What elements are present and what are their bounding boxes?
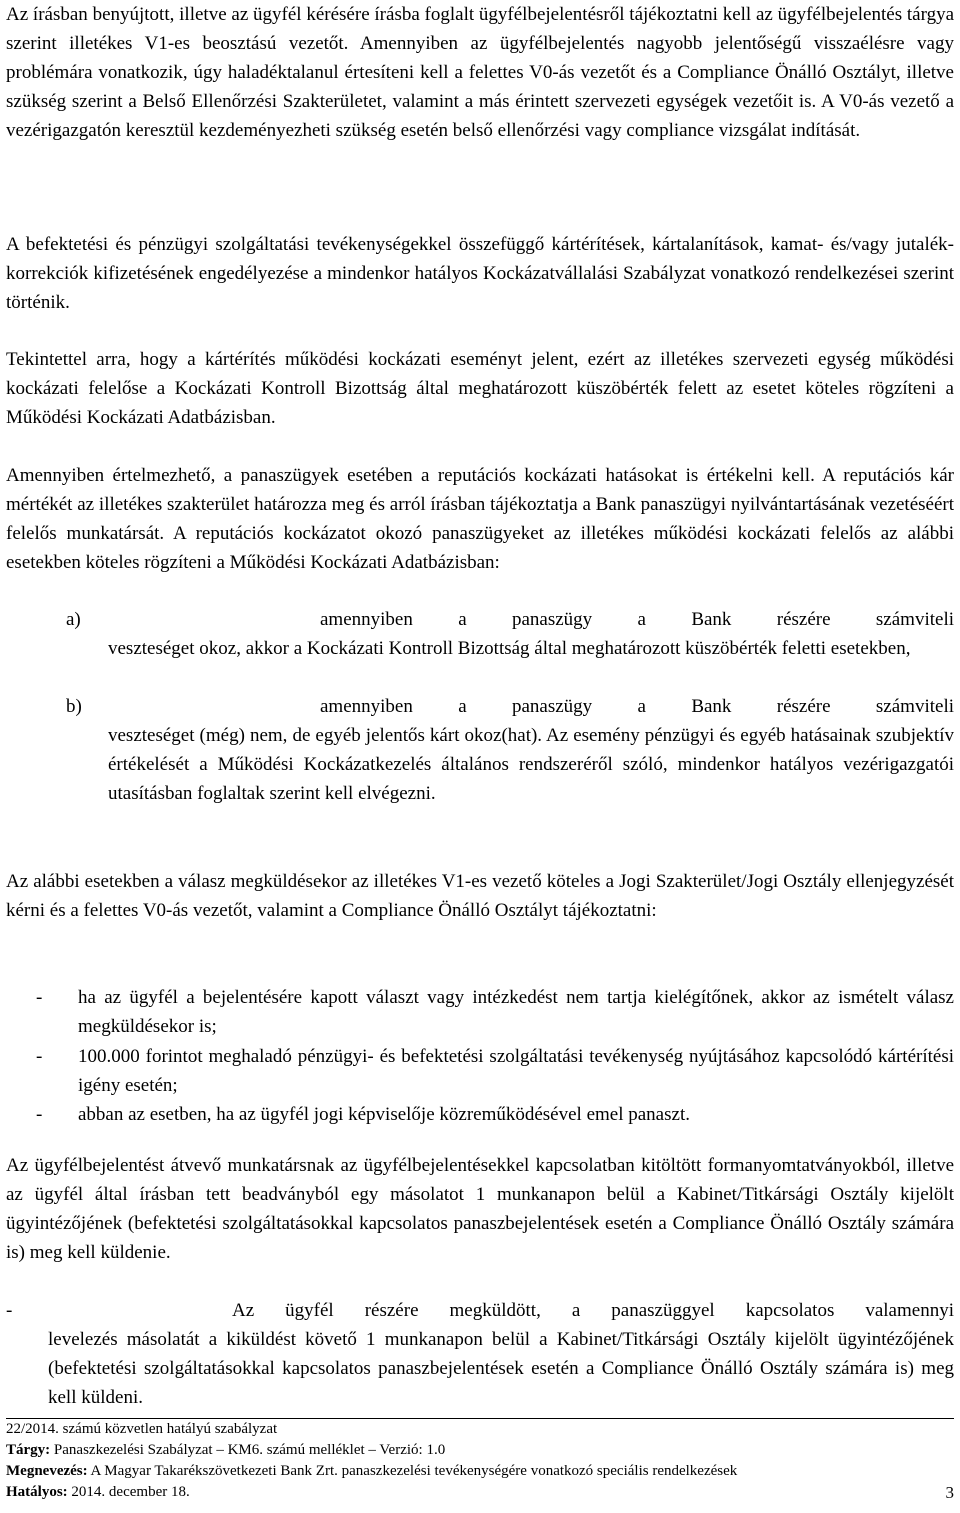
paragraph-operational-risk: Tekintettel arra, hogy a kártérítés működési kockázati eseményt jelent, ezért az illetékes szervezeti egység működési kockázati felelőse a Kockázati Kontroll Bizottság által meghatározott küszöbérték felett az esetet köteles rögzíteni a Működési Kockázati Adatbázisban. <box>6 349 954 428</box>
dash-item-first-line: Az ügyfél részére megküldött, a panaszüggyel kapcsolatos valamennyi <box>232 1300 954 1321</box>
dash-item-2 <box>36 1042 954 1102</box>
footer-effective-value: 2014. december 18. <box>67 1484 190 1500</box>
footer-effective-date <box>6 1482 954 1503</box>
dash-item-4 <box>6 1296 954 1416</box>
footer-title <box>6 1461 954 1482</box>
list-item-first-line: amennyiben a panaszügy a Bank részére számviteli <box>320 696 954 717</box>
dash-marker: - <box>36 987 43 1008</box>
footer-effective-label: Hatályos: <box>6 1484 68 1500</box>
list-item-text: veszteséget okoz, akkor a Kockázati Kontroll Bizottság által meghatározott küszöbérték feletti esetekben, <box>108 638 911 659</box>
paragraph-legal-countersign: Az alábbi esetekben a válasz megküldésekor az illetékes V1-es vezető köteles a Jogi Szakterület/Jogi Osztály ellenjegyzését kérni és a felettes V0-ás vezetőt, valamint a Compliance Önálló Osztályt tájékoztatni: <box>6 871 954 921</box>
paragraph-compensation: A befektetési és pénzügyi szolgáltatási tevékenységekkel összefüggő kártérítések, kártalanítások, kamat- és/vagy jutalék-korrekciók kifizetésének engedélyezése a mindenkor hatályos Kockázatvállalási Szabályzat vonatkozó rendelkezései szerint történik. <box>6 234 954 313</box>
footer-title-label: Megnevezés: <box>6 1463 88 1479</box>
list-marker: a) <box>66 609 81 630</box>
list-item-b <box>66 692 954 842</box>
dash-item-text: 100.000 forintot meghaladó pénzügyi- és befektetési szolgáltatási tevékenység nyújtásához kapcsolódó kártérítési igény esetén; <box>78 1046 954 1096</box>
paragraph-notification: Az írásban benyújtott, illetve az ügyfél kérésére írásba foglalt ügyfélbejelentésről tájékoztatni kell az ügyfélbejelentés tárgya szerint illetékes V1-es beosztású vezetőt. Amennyiben az ügyfélbejelentés nagyobb jelentőségű visszaélésre vagy problémára vonatkozik, úgy haladéktalanul értesíteni kell a felettes V0-ás vezetőt és a Compliance Önálló Osztályt, illetve szükség szerint a Belső Ellenőrzési Szakterületet, valamint a más érintett szervezeti egységek vezetőit is. A V0-ás vezető a vezérigazgatón keresztül kezdeményezheti szükség esetén belső ellenőrzési vagy compliance vizsgálat indítását. <box>6 4 954 141</box>
dash-item-text: levelezés másolatát a kiküldést követő 1 munkanapon belül a Kabinet/Titkársági Osztály kijelölt ügyintézőjének (befektetési szolgáltatásokkal kapcsolatos panaszbejelentések esetén a Compliance Önálló Osztály számára is) meg kell küldeni. <box>48 1329 954 1408</box>
list-item-first-line: amennyiben a panaszügy a Bank részére számviteli <box>320 609 954 630</box>
dash-marker: - <box>36 1046 43 1067</box>
dash-item-text: abban az esetben, ha az ügyfél jogi képviselője közreműködésével emel panaszt. <box>78 1104 690 1125</box>
dash-marker: - <box>6 1300 13 1321</box>
footer-subject-value: Panaszkezelési Szabályzat – KM6. számú melléklet – Verzió: 1.0 <box>50 1442 446 1458</box>
footer-regulation-number: 22/2014. számú közvetlen hatályú szabályzat <box>6 1421 278 1437</box>
dash-item-text: ha az ügyfél a bejelentésére kapott választ vagy intézkedést nem tartja kielégítőnek, akkor az ismételt válasz megküldésekor is; <box>78 987 954 1037</box>
dash-marker: - <box>36 1104 43 1125</box>
list-item-text: veszteséget (még) nem, de egyéb jelentős kárt okoz(hat). Az esemény pénzügyi és egyéb hatásainak szubjektív értékelését a Működési Kockázatkezelés általános rendszeréről szóló, mindenkor hatályos vezérigazgatói utasításban foglaltak szerint kell elvégezni. <box>108 725 954 804</box>
paragraph-copy-forwarding: Az ügyfélbejelentést átvevő munkatársnak az ügyfélbejelentésekkel kapcsolatban kitöltött formanyomtatványokból, illetve az ügyfél által írásban tett beadványból egy másolatot 1 munkanapon belül a Kabinet/Titkársági Osztály kijelölt ügyintézőjének (befektetési szolgáltatásokkal kapcsolatos panaszbejelentések esetén a Compliance Önálló Osztály számára is) meg kell küldenie. <box>6 1155 954 1263</box>
page-number: 3 <box>945 1483 954 1502</box>
list-item-a <box>66 605 954 693</box>
dash-item-1 <box>36 983 954 1043</box>
list-marker: b) <box>66 696 82 717</box>
page-footer <box>6 1418 954 1503</box>
footer-title-value: A Magyar Takarékszövetkezeti Bank Zrt. panaszkezelési tevékenységére vonatkozó speciális rendelkezések <box>87 1463 738 1479</box>
dash-item-3 <box>36 1100 954 1130</box>
footer-subject-label: Tárgy: <box>6 1442 51 1458</box>
paragraph-reputational-risk: Amennyiben értelmezhető, a panaszügyek esetében a reputációs kockázati hatásokat is értékelni kell. A reputációs kár mértékét az illetékes szakterület határozza meg és arról írásban tájékoztatja a Bank panaszügyi nyilvántartásának vezetéséért felelős munkatársát. A reputációs kockázatot okozó panaszügyeket az illetékes működési kockázati felelős az alábbi esetekben köteles rögzíteni a Működési Kockázati Adatbázisban: <box>6 465 954 573</box>
footer-subject <box>6 1440 954 1461</box>
